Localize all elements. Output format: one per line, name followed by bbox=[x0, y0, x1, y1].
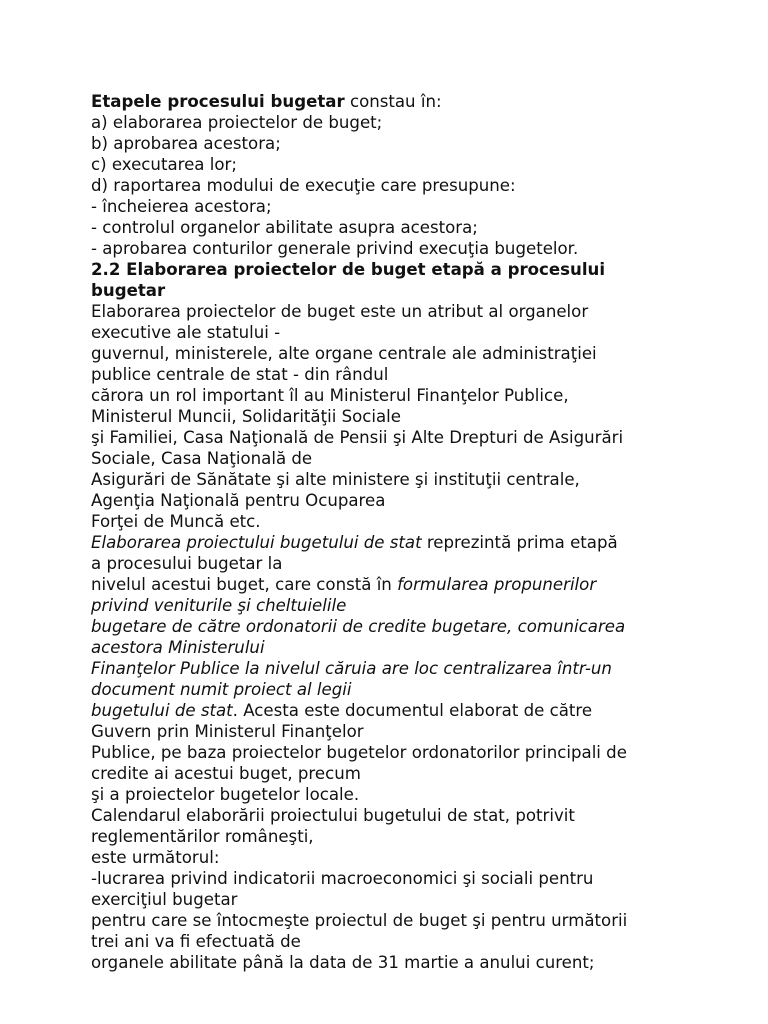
list-item: - încheierea acestora; bbox=[91, 197, 272, 216]
para2-text: . Acesta este documentul elaborat de către bbox=[232, 701, 593, 720]
para2-line: a procesului bugetar la bbox=[91, 554, 283, 573]
para1-line: guvernul, ministerele, alte organe centrale ale administraţiei bbox=[91, 344, 597, 363]
para1-line: cărora un rol important îl au Ministerul Finanţelor Publice, bbox=[91, 386, 569, 405]
document-body bbox=[91, 91, 691, 973]
para1-line: publice centrale de stat - din rândul bbox=[91, 365, 389, 384]
para1-line: Asigurări de Sănătate şi alte ministere şi instituţii centrale, bbox=[91, 470, 580, 489]
intro-rest: constau în: bbox=[344, 92, 442, 111]
para2-italic: bugetului de stat bbox=[91, 701, 233, 720]
section-heading-cont: bugetar bbox=[91, 281, 166, 300]
para3-line: reglementărilor româneşti, bbox=[91, 827, 314, 846]
para2-line: credite ai acestui buget, precum bbox=[91, 764, 361, 783]
para2-line bbox=[91, 700, 691, 721]
para3-line: -lucrarea privind indicatorii macroeconomici şi sociali pentru bbox=[91, 869, 594, 888]
list-item: d) raportarea modului de execuţie care presupune: bbox=[91, 176, 516, 195]
para2-line bbox=[91, 532, 691, 553]
para2-text: reprezintă prima etapă bbox=[421, 533, 618, 552]
section-heading: 2.2 Elaborarea proiectelor de buget etapă a procesului bbox=[91, 260, 606, 279]
para1-line: Ministerul Muncii, Solidarităţii Sociale bbox=[91, 407, 402, 426]
para3-line: este următorul: bbox=[91, 848, 220, 867]
intro-line bbox=[91, 91, 691, 112]
para1-line: Forţei de Muncă etc. bbox=[91, 512, 261, 531]
para3-line: trei ani va fi efectuată de bbox=[91, 932, 301, 951]
list-item: - controlul organelor abilitate asupra acestora; bbox=[91, 218, 478, 237]
para2-line: bugetare de către ordonatorii de credite bugetare, comunicarea bbox=[91, 617, 626, 636]
para1-line: Agenţia Naţională pentru Ocuparea bbox=[91, 491, 386, 510]
list-item: c) executarea lor; bbox=[91, 155, 237, 174]
list-item: a) elaborarea proiectelor de buget; bbox=[91, 113, 383, 132]
para1-line: şi Familiei, Casa Naţională de Pensii şi Alte Drepturi de Asigurări bbox=[91, 428, 624, 447]
para2-italic: formularea propunerilor bbox=[397, 575, 597, 594]
para2-line: Finanţelor Publice la nivelul căruia are loc centralizarea într-un bbox=[91, 659, 612, 678]
para1-line: executive ale statului - bbox=[91, 323, 281, 342]
para3-line: organele abilitate până la data de 31 martie a anului curent; bbox=[91, 953, 595, 972]
para2-line: acestora Ministerului bbox=[91, 638, 265, 657]
para1-line: Elaborarea proiectelor de buget este un atribut al organelor bbox=[91, 302, 589, 321]
para2-line: privind veniturile şi cheltuielile bbox=[91, 596, 347, 615]
para3-line: exerciţiul bugetar bbox=[91, 890, 238, 909]
intro-bold: Etapele procesului bugetar bbox=[91, 92, 345, 111]
para2-line: Guvern prin Ministerul Finanţelor bbox=[91, 722, 364, 741]
list-item: - aprobarea conturilor generale privind execuţia bugetelor. bbox=[91, 239, 579, 258]
para2-line bbox=[91, 574, 691, 595]
list-item: b) aprobarea acestora; bbox=[91, 134, 281, 153]
para1-line: Sociale, Casa Naţională de bbox=[91, 449, 313, 468]
para3-line: pentru care se întocmeşte proiectul de buget şi pentru următorii bbox=[91, 911, 628, 930]
para2-line: document numit proiect al legii bbox=[91, 680, 352, 699]
para2-line: şi a proiectelor bugetelor locale. bbox=[91, 785, 360, 804]
para2-text: nivelul acestui buget, care constă în bbox=[91, 575, 398, 594]
para2-italic: Elaborarea proiectului bugetului de stat bbox=[91, 533, 422, 552]
para2-line: Publice, pe baza proiectelor bugetelor ordonatorilor principali de bbox=[91, 743, 627, 762]
para3-line: Calendarul elaborării proiectului bugetului de stat, potrivit bbox=[91, 806, 575, 825]
